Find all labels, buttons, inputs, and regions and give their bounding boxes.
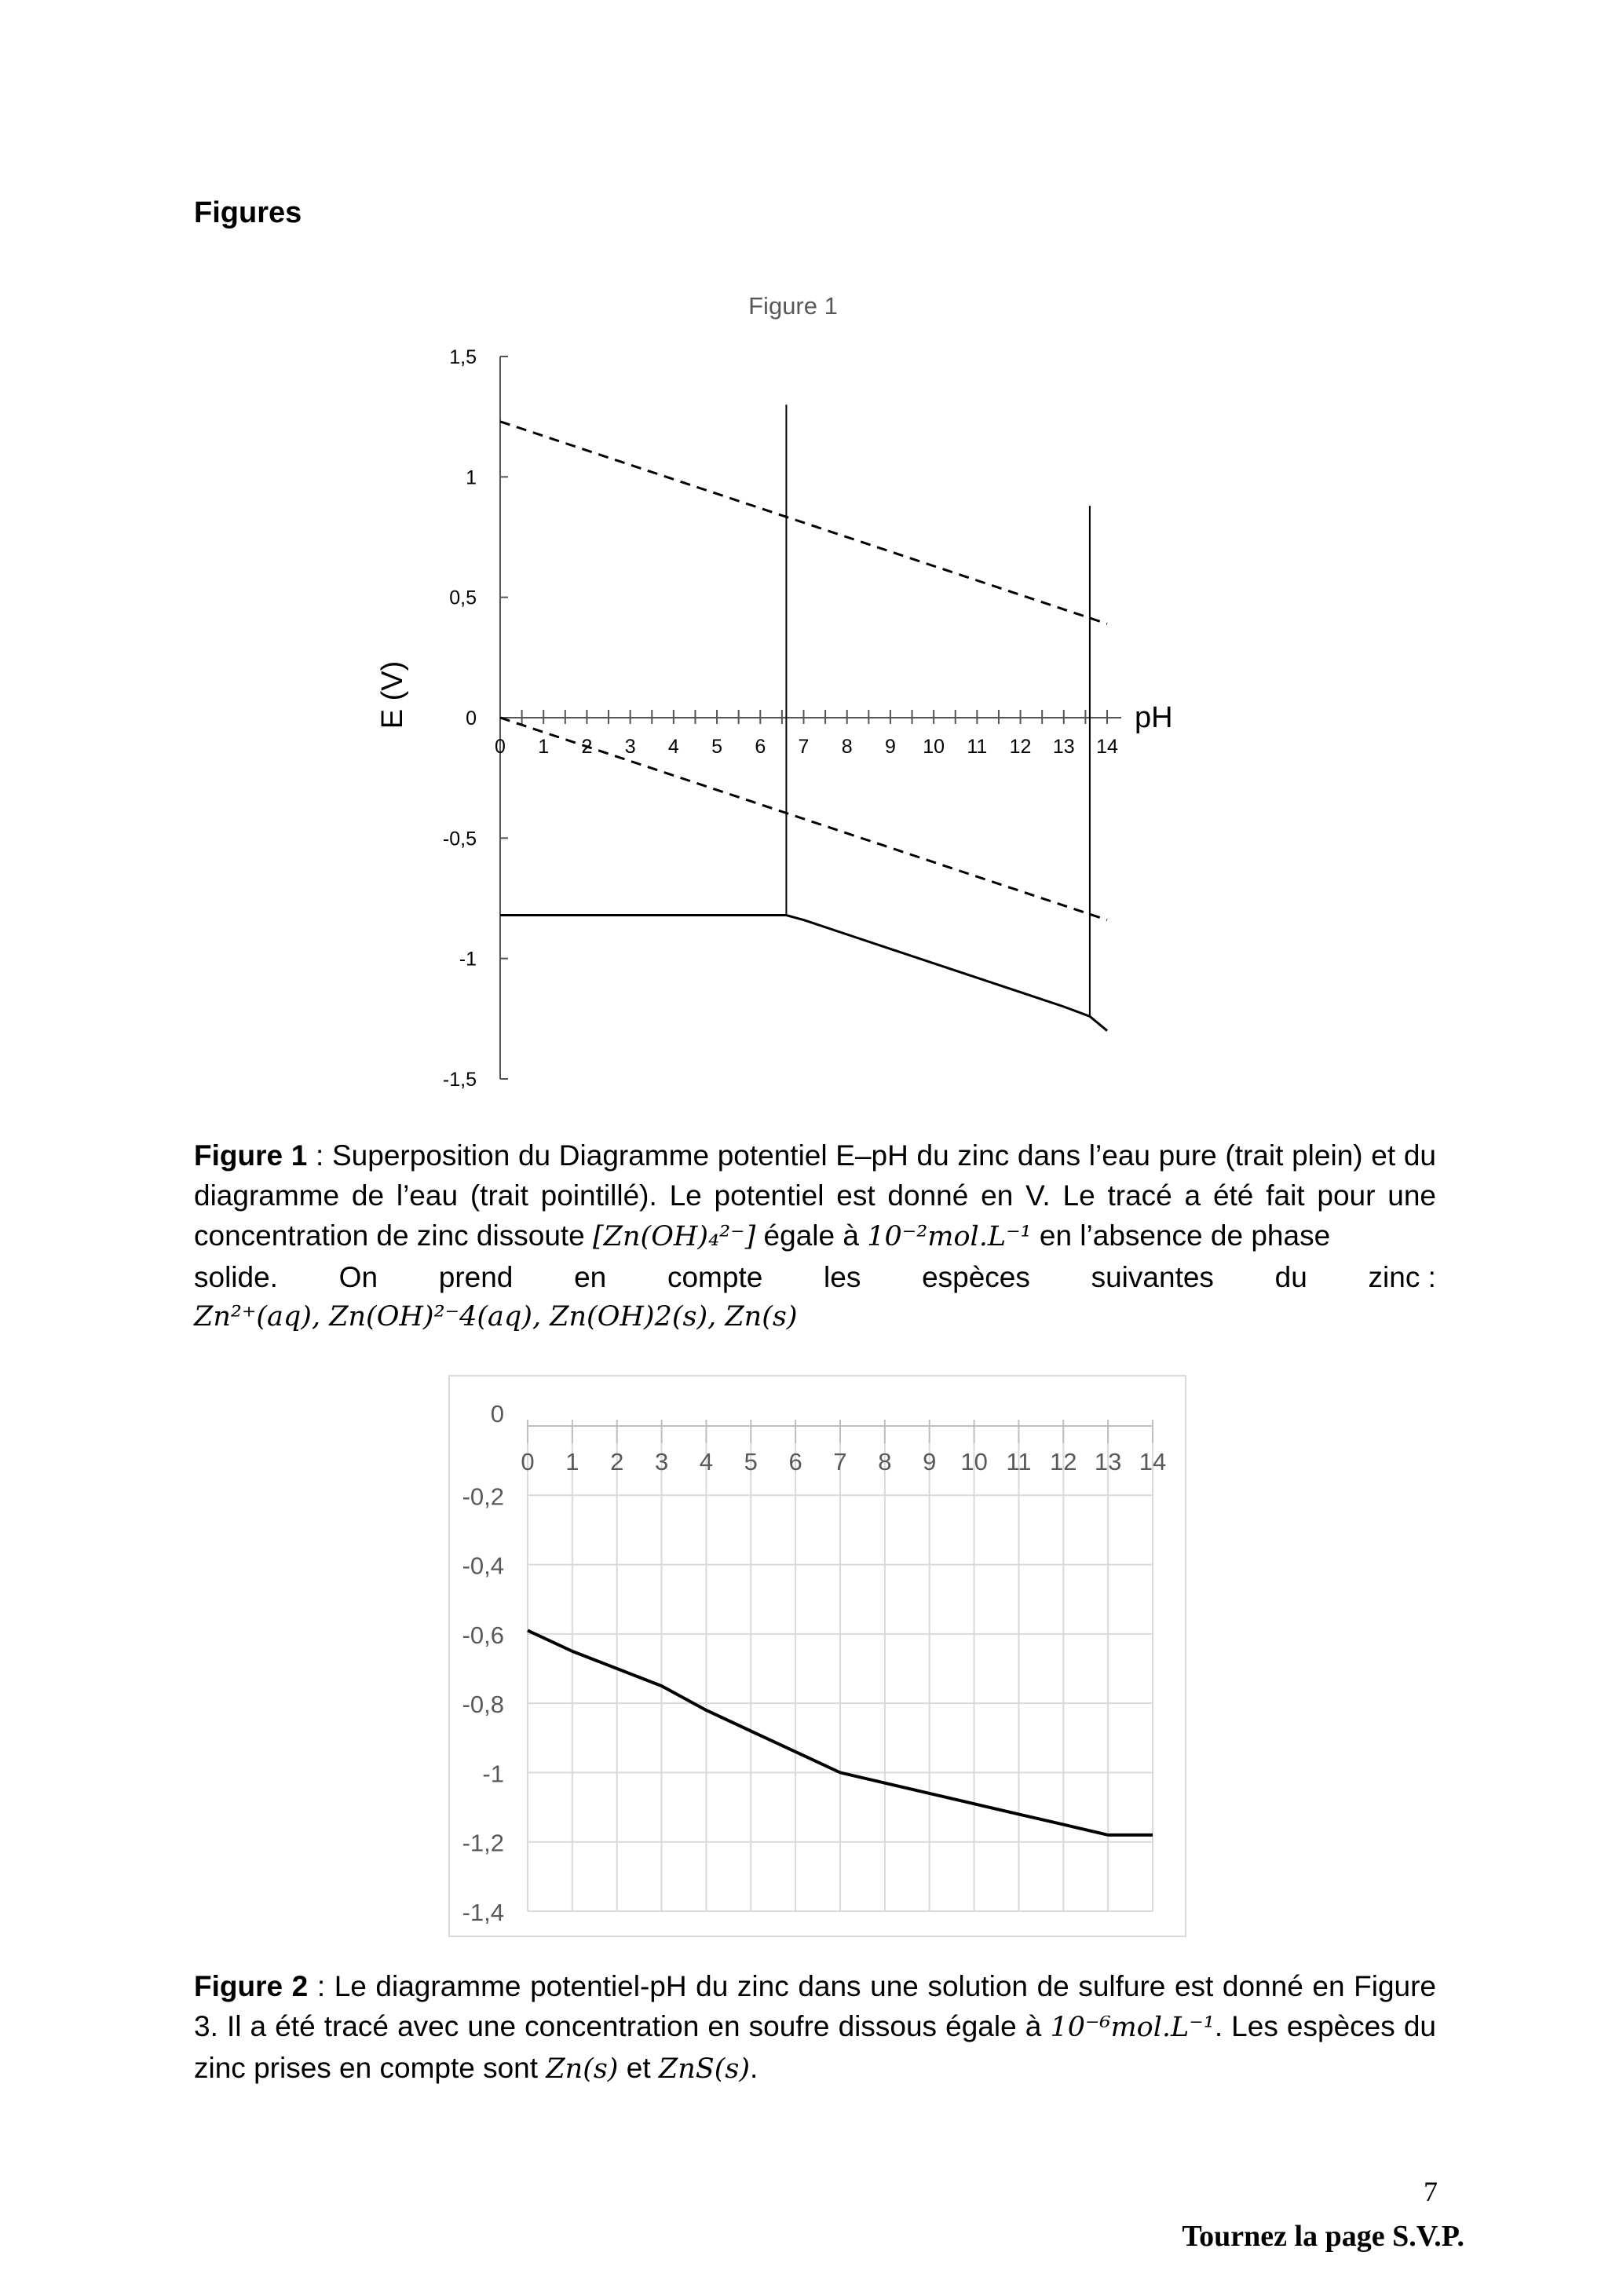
caption2-species1: Zn(s) [546, 2053, 619, 2085]
caption1-text-c: en l’absence de phase [1031, 1219, 1331, 1252]
chart2-y-tick-label: 0 [490, 1400, 504, 1428]
chart1-title: Figure 1 [748, 292, 838, 320]
chart1-x-tick-label: 1 [538, 736, 550, 758]
chart2-x-tick-label: 7 [833, 1448, 847, 1475]
caption1-line4-word: On [338, 1261, 378, 1293]
figure-2-caption [194, 1966, 1436, 2089]
chart2-y-tick-label: -0,2 [462, 1483, 504, 1511]
chart1-x-tick-label: 11 [967, 736, 988, 758]
figure-1-chart [345, 283, 1225, 1115]
caption1-text-a: : Superposition du Diagramme potentiel E–pH du zinc dans l’eau pure (trait plein) et du diagramme de l’eau (trait pointillé). Le potentiel est donné en V. Le tracé a été fait pour une concentration de zinc dissoute [194, 1139, 1436, 1252]
caption2-species2: ZnS(s) [658, 2053, 750, 2085]
page-number: 7 [1424, 2176, 1438, 2207]
caption1-concentration: [Zn(OH)₄²⁻] [593, 1221, 756, 1252]
chart2-y-tick-label: -1 [482, 1760, 504, 1788]
chart2-x-tick-label: 13 [1094, 1448, 1122, 1475]
chart1-x-tick-label: 14 [1096, 736, 1118, 758]
caption1-line4-word: compte [667, 1261, 763, 1293]
chart2-y-tick-label: -0,4 [462, 1552, 504, 1580]
chart2-x-tick-label: 3 [654, 1448, 669, 1475]
chart1-series-line-0 [500, 916, 1107, 1031]
chart2-x-tick-label: 14 [1139, 1448, 1167, 1475]
chart1-y-tick-label: 0 [466, 707, 477, 729]
caption1-line4-word: espèces [922, 1261, 1030, 1293]
caption1-line4-word: les [824, 1261, 861, 1293]
chart2-y-tick-label: -0,6 [462, 1621, 504, 1649]
chart2-x-tick-label: 0 [521, 1448, 535, 1475]
chart1-y-tick-label: -0,5 [442, 828, 477, 850]
chart2-y-tick-label: -1,4 [462, 1899, 504, 1926]
caption1-text-b: égale à [755, 1219, 868, 1252]
page-footer: Tournez la page S.V.P. [1182, 2220, 1464, 2253]
figure-2-chart [448, 1374, 1189, 1940]
section-heading: Figures [194, 196, 302, 229]
chart1-y-tick-label: 0,5 [449, 587, 477, 609]
chart2-x-tick-label: 9 [923, 1448, 937, 1475]
caption2-text-b: . Les espèces du zinc prises en compte sont [194, 2010, 1436, 2084]
chart1-y-tick-label: -1,5 [442, 1069, 477, 1091]
caption2-text-a: : Le diagramme potentiel-pH du zinc dans une solution de sulfure est donné en Figure 3. Il a été tracé avec une concentration en soufre dissous égale à [194, 1970, 1436, 2042]
chart1-x-tick-label: 4 [667, 736, 679, 758]
chart2-x-tick-label: 1 [565, 1448, 579, 1475]
chart2-y-tick-label: -1,2 [462, 1829, 504, 1857]
chart2-x-tick-label: 5 [744, 1448, 758, 1475]
caption1-value: 10⁻²mol.L⁻¹ [867, 1221, 1032, 1252]
caption1-line4-word: suivantes [1091, 1261, 1214, 1293]
chart1-y-tick-label: -1 [459, 948, 477, 971]
caption1-line4-word: solide. [194, 1261, 278, 1293]
caption1-label: Figure 1 [194, 1139, 308, 1172]
chart2-x-tick-label: 4 [699, 1448, 714, 1475]
chart2-x-tick-label: 8 [878, 1448, 892, 1475]
chart1-x-tick-label: 10 [923, 736, 945, 758]
chart1-xlabel: pH [1135, 701, 1173, 734]
chart2-x-tick-label: 2 [610, 1448, 624, 1475]
caption1-line4-word: en [574, 1261, 607, 1293]
chart2-x-tick-label: 12 [1050, 1448, 1077, 1475]
caption1-line4-word: prend [438, 1261, 514, 1293]
chart1-y-tick-label: 1 [466, 466, 477, 489]
chart1-x-tick-label: 13 [1052, 736, 1075, 758]
caption2-value: 10⁻⁶mol.L⁻¹ [1050, 2012, 1215, 2043]
chart2-x-tick-label: 10 [960, 1448, 988, 1475]
caption2-label: Figure 2 [194, 1970, 309, 2002]
caption2-text-c: et [618, 2052, 659, 2084]
chart1-series-line-1 [500, 422, 1107, 624]
caption1-species: Zn²⁺(aq), Zn(OH)²⁻4(aq), Zn(OH)2(s), Zn(s) [194, 1301, 798, 1333]
chart2-x-tick-label: 11 [1006, 1448, 1032, 1475]
chart1-x-tick-label: 12 [1009, 736, 1032, 758]
chart1-x-tick-label: 8 [841, 736, 853, 758]
figure-1-caption [194, 1135, 1436, 1337]
chart1-y-tick-label: 1,5 [449, 346, 477, 368]
caption2-text-d: . [750, 2052, 758, 2084]
chart1-ylabel: E (V) [376, 660, 409, 729]
chart1-x-tick-label: 9 [884, 736, 896, 758]
chart1-x-tick-label: 7 [798, 736, 810, 758]
chart1-x-tick-label: 2 [581, 736, 593, 758]
caption1-line4 [194, 1257, 1436, 1297]
chart1-x-tick-label: 3 [624, 736, 636, 758]
chart2-x-tick-label: 6 [788, 1448, 802, 1475]
chart2-y-tick-label: -0,8 [462, 1691, 504, 1719]
chart1-x-tick-label: 0 [495, 736, 506, 758]
chart1-x-tick-label: 6 [755, 736, 766, 758]
caption1-line4-word: zinc : [1368, 1261, 1436, 1293]
caption1-line4-word: du [1274, 1261, 1307, 1293]
chart1-x-tick-label: 5 [711, 736, 723, 758]
